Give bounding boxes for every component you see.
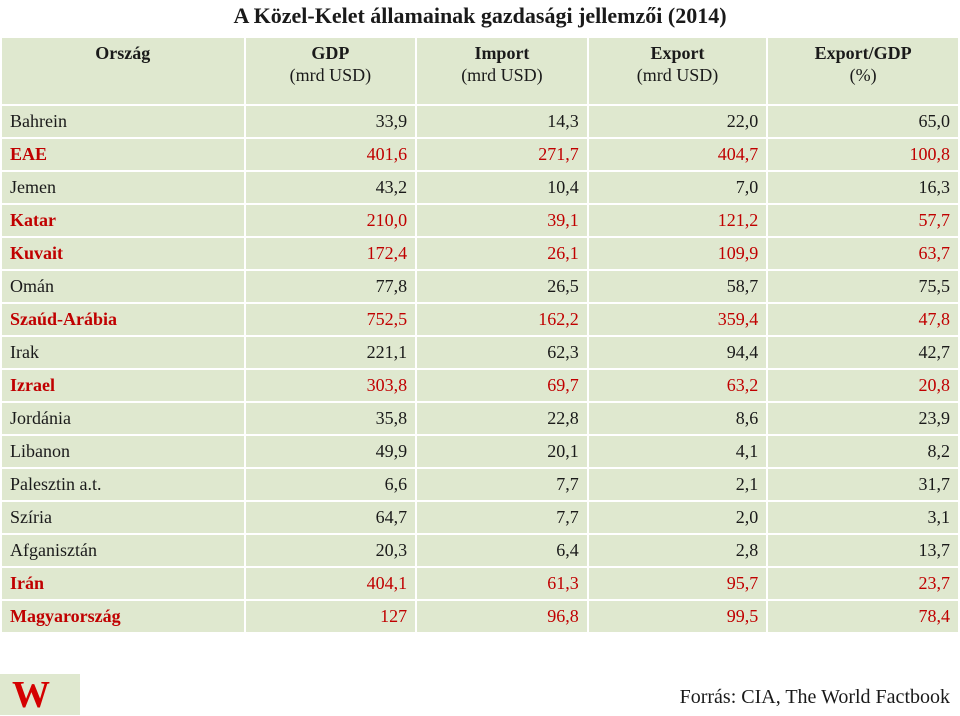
cell-export-gdp-ratio: 23,9 — [767, 402, 959, 435]
cell-import: 22,8 — [416, 402, 588, 435]
cell-import: 10,4 — [416, 171, 588, 204]
cell-gdp: 404,1 — [245, 567, 417, 600]
source-note: Forrás: CIA, The World Factbook — [679, 686, 950, 708]
cell-export: 63,2 — [588, 369, 768, 402]
table-row — [1, 237, 959, 270]
cell-country: Irak — [1, 336, 245, 369]
cell-export: 4,1 — [588, 435, 768, 468]
table-row — [1, 369, 959, 402]
cell-import: 271,7 — [416, 138, 588, 171]
table-row — [1, 501, 959, 534]
cell-import: 14,3 — [416, 105, 588, 138]
page-title: A Közel-Kelet államainak gazdasági jellemzői (2014) — [233, 3, 727, 28]
cell-export: 404,7 — [588, 138, 768, 171]
cell-country: Izrael — [1, 369, 245, 402]
table-row — [1, 171, 959, 204]
table-row — [1, 567, 959, 600]
cell-export: 58,7 — [588, 270, 768, 303]
cell-import: 7,7 — [416, 468, 588, 501]
cell-export: 359,4 — [588, 303, 768, 336]
cell-export-gdp-ratio: 13,7 — [767, 534, 959, 567]
cell-import: 162,2 — [416, 303, 588, 336]
cell-export-gdp-ratio: 63,7 — [767, 237, 959, 270]
cell-export-gdp-ratio: 8,2 — [767, 435, 959, 468]
cell-country: EAE — [1, 138, 245, 171]
header-export: Export (mrd USD) — [588, 38, 768, 105]
cell-export: 22,0 — [588, 105, 768, 138]
table-header-row — [1, 38, 959, 105]
cell-gdp: 43,2 — [245, 171, 417, 204]
footer — [0, 674, 960, 715]
cell-export: 94,4 — [588, 336, 768, 369]
cell-export-gdp-ratio: 31,7 — [767, 468, 959, 501]
cell-gdp: 49,9 — [245, 435, 417, 468]
cell-import: 96,8 — [416, 600, 588, 633]
cell-import: 62,3 — [416, 336, 588, 369]
cell-import: 26,1 — [416, 237, 588, 270]
cell-export-gdp-ratio: 57,7 — [767, 204, 959, 237]
table-row — [1, 402, 959, 435]
cell-export-gdp-ratio: 16,3 — [767, 171, 959, 204]
cell-country: Jordánia — [1, 402, 245, 435]
cell-gdp: 77,8 — [245, 270, 417, 303]
cell-gdp: 303,8 — [245, 369, 417, 402]
table-row — [1, 138, 959, 171]
table-row — [1, 435, 959, 468]
cell-import: 20,1 — [416, 435, 588, 468]
cell-country: Szíria — [1, 501, 245, 534]
cell-country: Afganisztán — [1, 534, 245, 567]
table-row — [1, 468, 959, 501]
header-import: Import (mrd USD) — [416, 38, 588, 105]
table-row — [1, 336, 959, 369]
table-row — [1, 270, 959, 303]
cell-country: Jemen — [1, 171, 245, 204]
cell-import: 6,4 — [416, 534, 588, 567]
table-row — [1, 303, 959, 336]
cell-gdp: 35,8 — [245, 402, 417, 435]
cell-export-gdp-ratio: 78,4 — [767, 600, 959, 633]
cell-export: 99,5 — [588, 600, 768, 633]
cell-gdp: 752,5 — [245, 303, 417, 336]
cell-country: Kuvait — [1, 237, 245, 270]
header-country: Ország — [1, 38, 245, 105]
cell-import: 61,3 — [416, 567, 588, 600]
cell-export: 109,9 — [588, 237, 768, 270]
cell-export-gdp-ratio: 3,1 — [767, 501, 959, 534]
cell-import: 69,7 — [416, 369, 588, 402]
cell-country: Katar — [1, 204, 245, 237]
cell-export: 8,6 — [588, 402, 768, 435]
cell-country: Omán — [1, 270, 245, 303]
cell-gdp: 210,0 — [245, 204, 417, 237]
cell-export-gdp-ratio: 100,8 — [767, 138, 959, 171]
cell-country: Libanon — [1, 435, 245, 468]
cell-gdp: 401,6 — [245, 138, 417, 171]
cell-export: 2,1 — [588, 468, 768, 501]
cell-country: Palesztin a.t. — [1, 468, 245, 501]
cell-export: 121,2 — [588, 204, 768, 237]
cell-gdp: 20,3 — [245, 534, 417, 567]
table-row — [1, 204, 959, 237]
cell-country: Bahrein — [1, 105, 245, 138]
cell-export-gdp-ratio: 23,7 — [767, 567, 959, 600]
cell-export: 7,0 — [588, 171, 768, 204]
header-export-gdp-ratio: Export/GDP (%) — [767, 38, 959, 105]
cell-gdp: 221,1 — [245, 336, 417, 369]
logo-letter: W — [12, 674, 50, 716]
cell-gdp: 6,6 — [245, 468, 417, 501]
cell-gdp: 64,7 — [245, 501, 417, 534]
table-row — [1, 105, 959, 138]
cell-export: 95,7 — [588, 567, 768, 600]
cell-gdp: 33,9 — [245, 105, 417, 138]
cell-export: 2,8 — [588, 534, 768, 567]
cell-export-gdp-ratio: 20,8 — [767, 369, 959, 402]
cell-country: Szaúd-Arábia — [1, 303, 245, 336]
header-gdp: GDP (mrd USD) — [245, 38, 417, 105]
cell-import: 26,5 — [416, 270, 588, 303]
cell-export-gdp-ratio: 47,8 — [767, 303, 959, 336]
logo — [0, 674, 80, 715]
cell-export-gdp-ratio: 42,7 — [767, 336, 959, 369]
cell-export-gdp-ratio: 65,0 — [767, 105, 959, 138]
cell-country: Magyarország — [1, 600, 245, 633]
cell-export: 2,0 — [588, 501, 768, 534]
cell-gdp: 127 — [245, 600, 417, 633]
table-row — [1, 600, 959, 633]
cell-import: 7,7 — [416, 501, 588, 534]
cell-import: 39,1 — [416, 204, 588, 237]
cell-export-gdp-ratio: 75,5 — [767, 270, 959, 303]
cell-country: Irán — [1, 567, 245, 600]
table-row — [1, 534, 959, 567]
cell-gdp: 172,4 — [245, 237, 417, 270]
economic-data-table — [0, 38, 960, 634]
